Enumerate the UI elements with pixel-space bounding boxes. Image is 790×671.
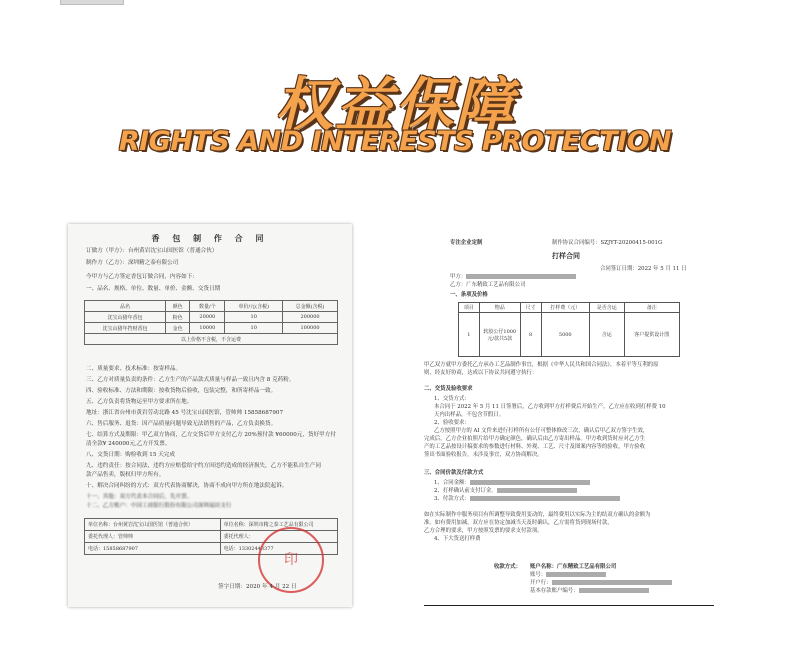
left-line: 十一、其他：双方代表本合同后，先开票。 xyxy=(86,494,193,500)
right-contract-bottom-rule xyxy=(424,605,714,606)
right-line: 签出书面验收报告，未涉及事宜，双方协商解决。 xyxy=(424,452,543,458)
right-line: 天内出样品，不包含节假日。 xyxy=(434,412,505,418)
right-line: 准。如有费用加减，双方应在协定加减当天及时确认，乙方需将货到现场付款， xyxy=(424,520,613,526)
left-intro: 今甲方与乙方签定香包订做合同，内容如下： xyxy=(86,274,198,280)
left-line: 十二、乙方账户：中国工商银行股份有限公司深圳福田支行 xyxy=(86,503,232,509)
right-section-1: 一、条项及价格 xyxy=(450,292,488,298)
left-line: 七、结算方式及期限：甲乙双方协商，乙方交货后甲方支付乙方 20%预付款 ¥60000元，货好甲方付 xyxy=(86,432,336,438)
table-header-cell: 总金额(含税) xyxy=(283,301,338,312)
right-account-name: 账户名称：广东精致工艺品有限公司 xyxy=(530,564,617,570)
table-cell: 10 xyxy=(225,312,283,323)
right-line: 完成后，乙方企业拍照片给甲方确定颜色，确认后由乙方寄出样品。甲方收到货时应对乙方生 xyxy=(424,436,646,442)
table-cell: 沈宝山猪年挡财香包 xyxy=(85,323,166,334)
right-line: 1、合同金额： xyxy=(434,480,590,487)
right-party-b: 乙方：广东精致工艺品有限公司 xyxy=(450,282,526,288)
left-line: 款产品售卖，版权归甲方所有。 xyxy=(86,472,165,478)
right-brand: 专注企业定制 xyxy=(450,240,483,246)
right-party-a: 甲方： xyxy=(450,274,576,281)
left-line: 九、违约责任：按合同法，违约方应赔偿给守约方因违约造成的经济损失，乙方不能私自生产同 xyxy=(86,463,321,469)
table-cell: 电话：13302443377 xyxy=(220,543,337,555)
table-header-cell: 单价/元(含税) xyxy=(225,301,283,312)
right-para: 甲乙双方就甲方委托乙方承办工艺品制作事宜，根据《中华人民共和国合同法》，本着平等互利的原 xyxy=(424,362,659,368)
table-header-cell: 打样费（元） xyxy=(541,303,589,313)
left-line: 清全款¥ 240000元,乙方开发票。 xyxy=(86,441,171,447)
right-line: 1、交货方式： xyxy=(434,396,470,402)
left-contract-image xyxy=(68,224,352,607)
heading-english: RIGHTS AND INTERESTS PROTECTION xyxy=(118,126,672,157)
table-cell: 200000 xyxy=(283,312,338,323)
table-cell: 委托代理人： xyxy=(220,531,337,543)
table-header-cell: 物品 xyxy=(479,303,520,313)
right-section-3: 三、合同价款及付款方式 xyxy=(424,470,484,476)
table-cell: 单位名称：深圳市精之泰工艺品有限公司 xyxy=(220,519,337,531)
table-cell: 委托代理人：管帅帅 xyxy=(85,531,221,543)
right-line: 乙方按照甲方的 AI 文件来进行打样所有公仔可整体修改三次，确认后甲乙双方签字生效， xyxy=(434,428,649,434)
company-seal-stamp: 印 xyxy=(258,527,324,593)
left-line: 十、解决合同纠纷的方式：双方代表协商解决，协商不成向甲方所在地法院起诉。 xyxy=(86,483,288,489)
left-line: 三、乙方对质量负责的条件：乙方生产的产品款式质量与样品一致且内含 8 克药粉。 xyxy=(86,377,295,383)
table-header-cell: 数量/个 xyxy=(190,301,225,312)
table-cell: 金色 xyxy=(166,323,190,334)
left-sign-date: 签字日期：2020 年 4 月 22 日 xyxy=(218,584,297,590)
table-cell: 100000 xyxy=(283,323,338,334)
table-header-cell: 是否含运 xyxy=(589,303,624,313)
right-line: 本合同于 2022 年 5 月 11 日签署后，乙方收到甲方打样费后开始生产。乙方应在收到打样费 10 xyxy=(434,404,666,410)
right-line: 乙方合理的要求，甲方按照发票的要求支付款项。 xyxy=(424,528,543,534)
left-line: 六、售后服务、退货：因产品质量问题导致无法销售的产品，乙方负责换货。 xyxy=(86,421,277,427)
left-line: 五、乙方负责将货物运至甲方要求所在地。 xyxy=(86,399,193,405)
right-para: 则，经友好协商，达成以下协议共同遵守执行： xyxy=(424,370,538,376)
table-header-cell: 备注 xyxy=(624,303,679,313)
table-cell: 10 xyxy=(225,323,283,334)
heading-chinese: 权益保障 xyxy=(274,71,515,139)
left-line: 二、质量要求、技术标准：按寄样品。 xyxy=(86,366,182,372)
table-cell: 粉色 xyxy=(166,312,190,323)
table-cell: 电话：15858687907 xyxy=(85,543,221,555)
top-tab-strip xyxy=(60,0,124,5)
left-section-1: 一、品名、规格、单位、数量、单价、金额、交货日期 xyxy=(86,286,221,292)
table-row xyxy=(85,323,338,334)
table-note: 以上价格不含税，不含运费 xyxy=(85,334,338,345)
right-line: 2、验收要求： xyxy=(434,420,470,426)
table-cell: 软胶公仔1000元/款共5款 xyxy=(479,313,520,357)
table-cell: 1 xyxy=(459,313,480,357)
table-header-cell: 尺寸 xyxy=(520,303,541,313)
right-line: 2、打样确认前支付订金。 xyxy=(434,488,577,495)
table-row xyxy=(459,313,680,357)
right-order-table xyxy=(458,302,680,357)
left-order-table xyxy=(84,300,338,345)
right-line: 4、下大货送打样费 xyxy=(434,536,481,542)
table-cell: 10000 xyxy=(190,323,225,334)
table-cell: 单位名称：台州黄岩沈宝山国医馆（普通合伙） xyxy=(85,519,221,531)
right-contract-no: 制作协议合同编号：SZJYT-20200415-001G xyxy=(552,240,663,246)
table-cell: 20000 xyxy=(190,312,225,323)
table-cell: 5000 xyxy=(541,313,589,357)
right-line: 产的工艺品按设计稿要求的参数进行材料、外观、工艺、尺寸及图案内容等的验收，甲方验收 xyxy=(424,444,646,450)
left-line: 地址：浙江省台州市黄岩劳动北路 45 号沈宝山国医馆，管帅帅 15858687907 xyxy=(86,410,284,416)
right-line: 如在实际制作中服务项目有所调整导致费用变动的，最终费用以实际为主的结双方确认的金额为 xyxy=(424,512,651,518)
left-line: 八、交货日期：购检收到 15 天完成 xyxy=(86,452,175,458)
right-section-2: 二、交货及验收要求 xyxy=(424,386,473,392)
right-line: 3、付款方式： xyxy=(434,496,620,503)
table-row xyxy=(85,312,338,323)
left-party-a: 订做方（甲方）：台州黄岩沈宝山国医馆（普通合伙） xyxy=(86,248,218,254)
right-contract-title: 打样合同 xyxy=(552,251,580,260)
table-cell: 客户提供设计图 xyxy=(624,313,679,357)
left-line: 四、验收标准、方法和期限：按收货物后验收，包装完整，和所寄样品一致。 xyxy=(86,388,277,394)
right-sign-date: 合同签订日期：2022 年 5 月 11 日 xyxy=(600,266,687,272)
table-header-cell: 项目 xyxy=(459,303,480,313)
table-header-cell: 颜色 xyxy=(166,301,190,312)
table-header-cell: 品名 xyxy=(85,301,166,312)
right-account-no: 账号： xyxy=(530,572,606,579)
right-contract-image xyxy=(424,230,714,605)
right-bank: 开户行： xyxy=(530,580,672,587)
right-payment-label: 收款方式： xyxy=(494,564,521,570)
left-party-b: 制作方（乙方）：深圳精之泰有限公司 xyxy=(86,260,179,266)
left-contract-title: 香 包 制 作 合 同 xyxy=(151,233,269,243)
table-cell: 8 xyxy=(520,313,541,357)
right-base-account: 基本存款账户编号： xyxy=(530,588,649,595)
table-cell: 沈宝山猪年香包 xyxy=(85,312,166,323)
table-cell: 含运 xyxy=(589,313,624,357)
